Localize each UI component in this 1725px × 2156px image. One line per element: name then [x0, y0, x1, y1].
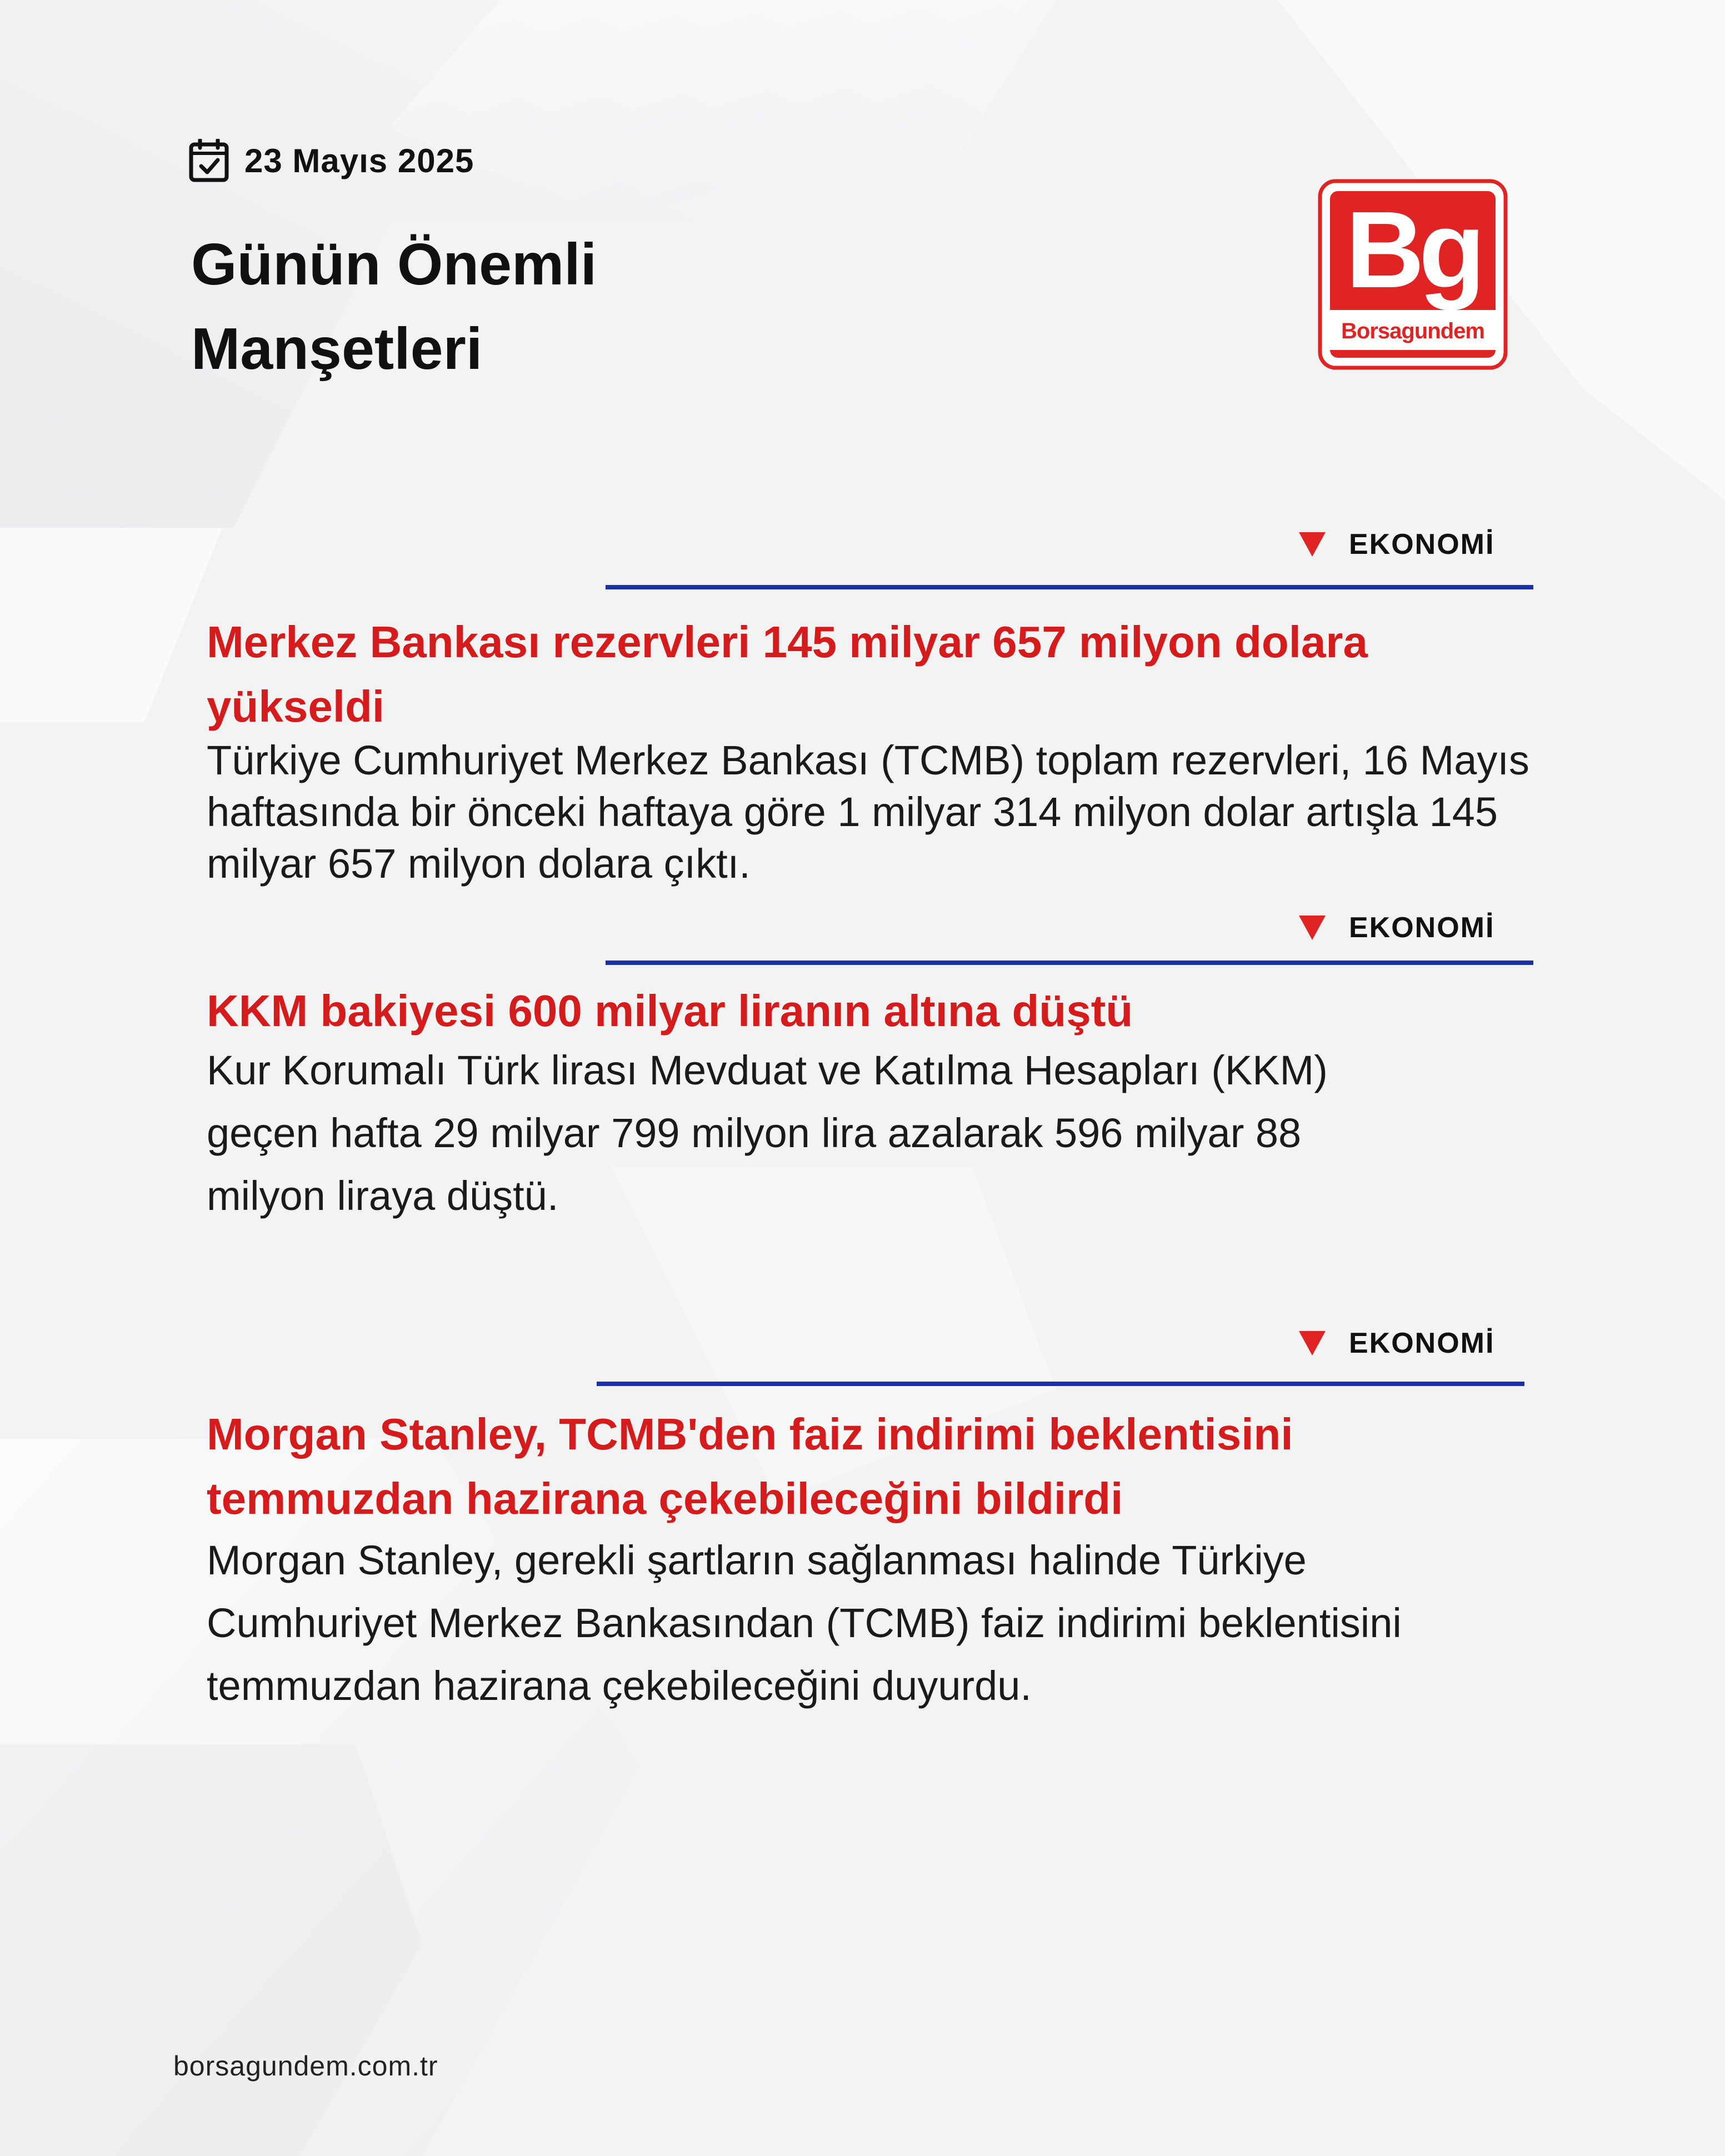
article-headline[interactable]: Merkez Bankası rezervleri 145 milyar 657 milyon dolara yükseldi: [207, 617, 1368, 731]
category-tag: [1299, 1327, 1494, 1360]
page-title-line-1: Günün Önemli: [191, 232, 597, 297]
date-row: [189, 139, 474, 182]
article-headline[interactable]: Morgan Stanley, TCMB'den faiz indirimi beklentisini temmuzdan hazirana çekebileceğini bildirdi: [207, 1409, 1293, 1523]
triangle-down-icon: [1299, 532, 1326, 557]
triangle-down-icon: [1299, 1331, 1326, 1355]
category-tag: [1299, 528, 1494, 561]
logo-mark: Bg: [1346, 189, 1480, 311]
article-summary: Kur Korumalı Türk lirası Mevduat ve Katılma Hesapları (KKM) geçen hafta 29 milyar 799 milyon lira azalarak 596 milyar 88 milyon liraya düştü.: [207, 1047, 1328, 1219]
page-title: [191, 222, 969, 391]
section-rule: [606, 961, 1533, 965]
borsagundem-logo: [1318, 179, 1508, 370]
calendar-check-icon: [189, 139, 229, 182]
category-label: EKONOMİ: [1349, 912, 1495, 944]
site-url[interactable]: borsagundem.com.tr: [173, 2050, 438, 2082]
category-label: EKONOMİ: [1349, 528, 1495, 561]
article-summary: Morgan Stanley, gerekli şartların sağlanması halinde Türkiye Cumhuriyet Merkez Bankasından (TCMB) faiz indirimi beklentisini temmuzdan hazirana çekebileceğini duyurdu.: [207, 1537, 1402, 1709]
article-summary: Türkiye Cumhuriyet Merkez Bankası (TCMB) toplam rezervleri, 16 Mayıs haftasında bir önceki haftaya göre 1 milyar 314 milyon dolar artışla 145 milyar 657 milyon dolara çıktı.: [207, 737, 1529, 887]
category-label: EKONOMİ: [1349, 1327, 1495, 1359]
logo-wordmark: Borsagundem: [1341, 319, 1484, 343]
section-rule: [606, 585, 1533, 589]
publish-date: 23 Mayıs 2025: [244, 142, 474, 179]
triangle-down-icon: [1299, 916, 1326, 940]
article-headline[interactable]: KKM bakiyesi 600 milyar liranın altına düştü: [207, 986, 1133, 1036]
category-tag: [1299, 911, 1494, 944]
section-rule: [597, 1382, 1524, 1386]
page-title-line-2: Manşetleri: [191, 316, 483, 382]
